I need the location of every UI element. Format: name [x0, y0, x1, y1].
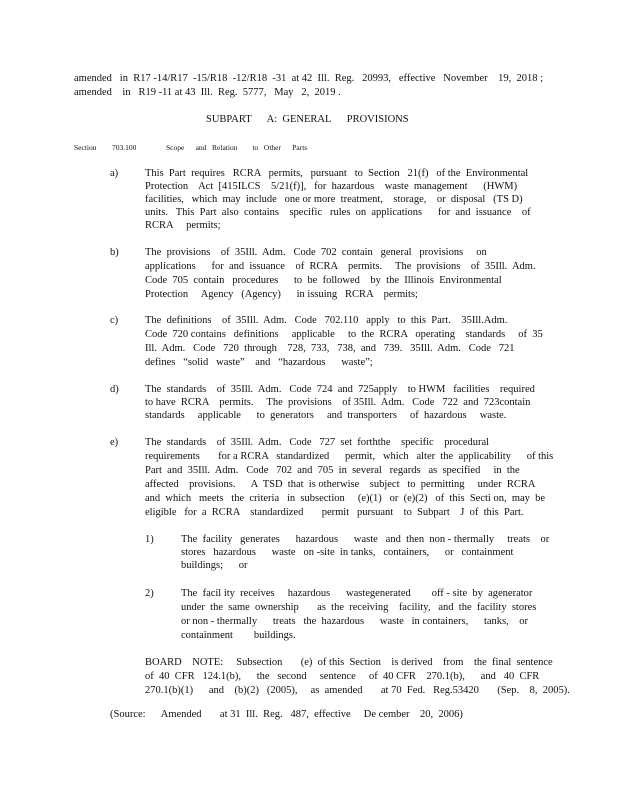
- subparagraph-1-line: The facility generates hazardous waste and then non - thermally treats or: [181, 534, 550, 545]
- subparagraph-1-line: buildings; or: [181, 560, 248, 571]
- paragraph-d-line: to have RCRA permits. The provisions of 35Ill. Adm. Code 722 and 723contain: [145, 397, 531, 408]
- paragraph-label-d: d): [110, 384, 119, 395]
- board-note-line: 270.1(b)(1) and (b)(2) (2005), as amended at 70 Fed. Reg.53420 (Sep. 8, 2005).: [145, 685, 570, 696]
- paragraph-a-line: units. This Part also contains specific rules on applications for and issuance of: [145, 207, 531, 218]
- paragraph-a-line: Protection Act [415ILCS 5/21(f)], for hazardous waste management (HWM): [145, 181, 518, 192]
- section-label: Section: [74, 143, 97, 152]
- paragraph-e-line: Part and 35Ill. Adm. Code 702 and 705 in several regards as specified in the: [145, 465, 520, 476]
- amendment-line-2: amended in R19 -11 at 43 Ill. Reg. 5777, May 2, 2019 .: [74, 87, 341, 98]
- amendment-line-1: amended in R17 -14/R17 -15/R18 -12/R18 -31 at 42 Ill. Reg. 20993, effective November 19, 2018 ;: [74, 73, 544, 84]
- board-note-line: BOARD NOTE: Subsection (e) of this Section is derived from the final sentence: [145, 657, 553, 668]
- paragraph-a-line: This Part requires RCRA permits, pursuant to Section 21(f) of the Environmental: [145, 168, 529, 179]
- section-title: Scope and Relation to Other Parts: [166, 143, 308, 152]
- paragraph-label-a: a): [110, 168, 119, 179]
- paragraph-b-line: Protection Agency (Agency) in issuing RCRA permits;: [145, 289, 418, 300]
- subpart-title: SUBPART A: GENERAL PROVISIONS: [206, 114, 409, 125]
- subparagraph-2-line: containment buildings.: [181, 630, 296, 641]
- paragraph-e-line: eligible for a RCRA standardized permit pursuant to Subpart J of this Part.: [145, 507, 524, 518]
- subparagraph-label-2: 2): [145, 588, 154, 599]
- source-note: (Source: Amended at 31 Ill. Reg. 487, effective De cember 20, 2006): [110, 709, 463, 720]
- paragraph-c-line: The definitions of 35Ill. Adm. Code 702.110 apply to this Part. 35Ill.Adm.: [145, 315, 508, 326]
- paragraph-label-c: c): [110, 315, 119, 326]
- paragraph-e-line: and which meets the criteria in subsection (e)(1) or (e)(2) of this Secti on, may be: [145, 493, 546, 504]
- paragraph-label-b: b): [110, 247, 119, 258]
- paragraph-c-line: Code 720 contains definitions applicable to the RCRA operating standards of 35: [145, 329, 543, 340]
- paragraph-c-line: defines “solid waste” and “hazardous waste”;: [145, 357, 373, 368]
- paragraph-label-e: e): [110, 437, 119, 448]
- subparagraph-2-line: under the same ownership as the receiving facility, and the facility stores: [181, 602, 537, 613]
- subparagraph-1-line: stores hazardous waste on -site in tanks, containers, or containment: [181, 547, 514, 558]
- paragraph-a-line: facilities, which may include one or more treatment, storage, or disposal (TS D): [145, 194, 523, 205]
- paragraph-a-line: RCRA permits;: [145, 220, 221, 231]
- section-number: 703.100: [112, 143, 137, 152]
- paragraph-d-line: The standards of 35Ill. Adm. Code 724 and 725apply to HWM facilities required: [145, 384, 535, 395]
- paragraph-e-line: requirements for a RCRA standardized permit, which alter the applicability of this: [145, 451, 554, 462]
- paragraph-d-line: standards applicable to generators and transporters of hazardous waste.: [145, 410, 507, 421]
- paragraph-e-line: affected provisions. A TSD that is otherwise subject to permitting under RCRA: [145, 479, 536, 490]
- board-note-line: of 40 CFR 124.1(b), the second sentence of 40 CFR 270.1(b), and 40 CFR: [145, 671, 540, 682]
- subparagraph-2-line: The facil ity receives hazardous wastegenerated off - site by agenerator: [181, 588, 533, 599]
- paragraph-b-line: applications for and issuance of RCRA permits. The provisions of 35Ill. Adm.: [145, 261, 536, 272]
- paragraph-c-line: Ill. Adm. Code 720 through 728, 733, 738, and 739. 35Ill. Adm. Code 721: [145, 343, 515, 354]
- paragraph-b-line: The provisions of 35Ill. Adm. Code 702 contain general provisions on: [145, 247, 487, 258]
- paragraph-b-line: Code 705 contain procedures to be followed by the Illinois Environmental: [145, 275, 502, 286]
- subparagraph-label-1: 1): [145, 534, 154, 545]
- paragraph-e-line: The standards of 35Ill. Adm. Code 727 set forththe specific procedural: [145, 437, 490, 448]
- subparagraph-2-line: or non - thermally treats the hazardous waste in containers, tanks, or: [181, 616, 528, 627]
